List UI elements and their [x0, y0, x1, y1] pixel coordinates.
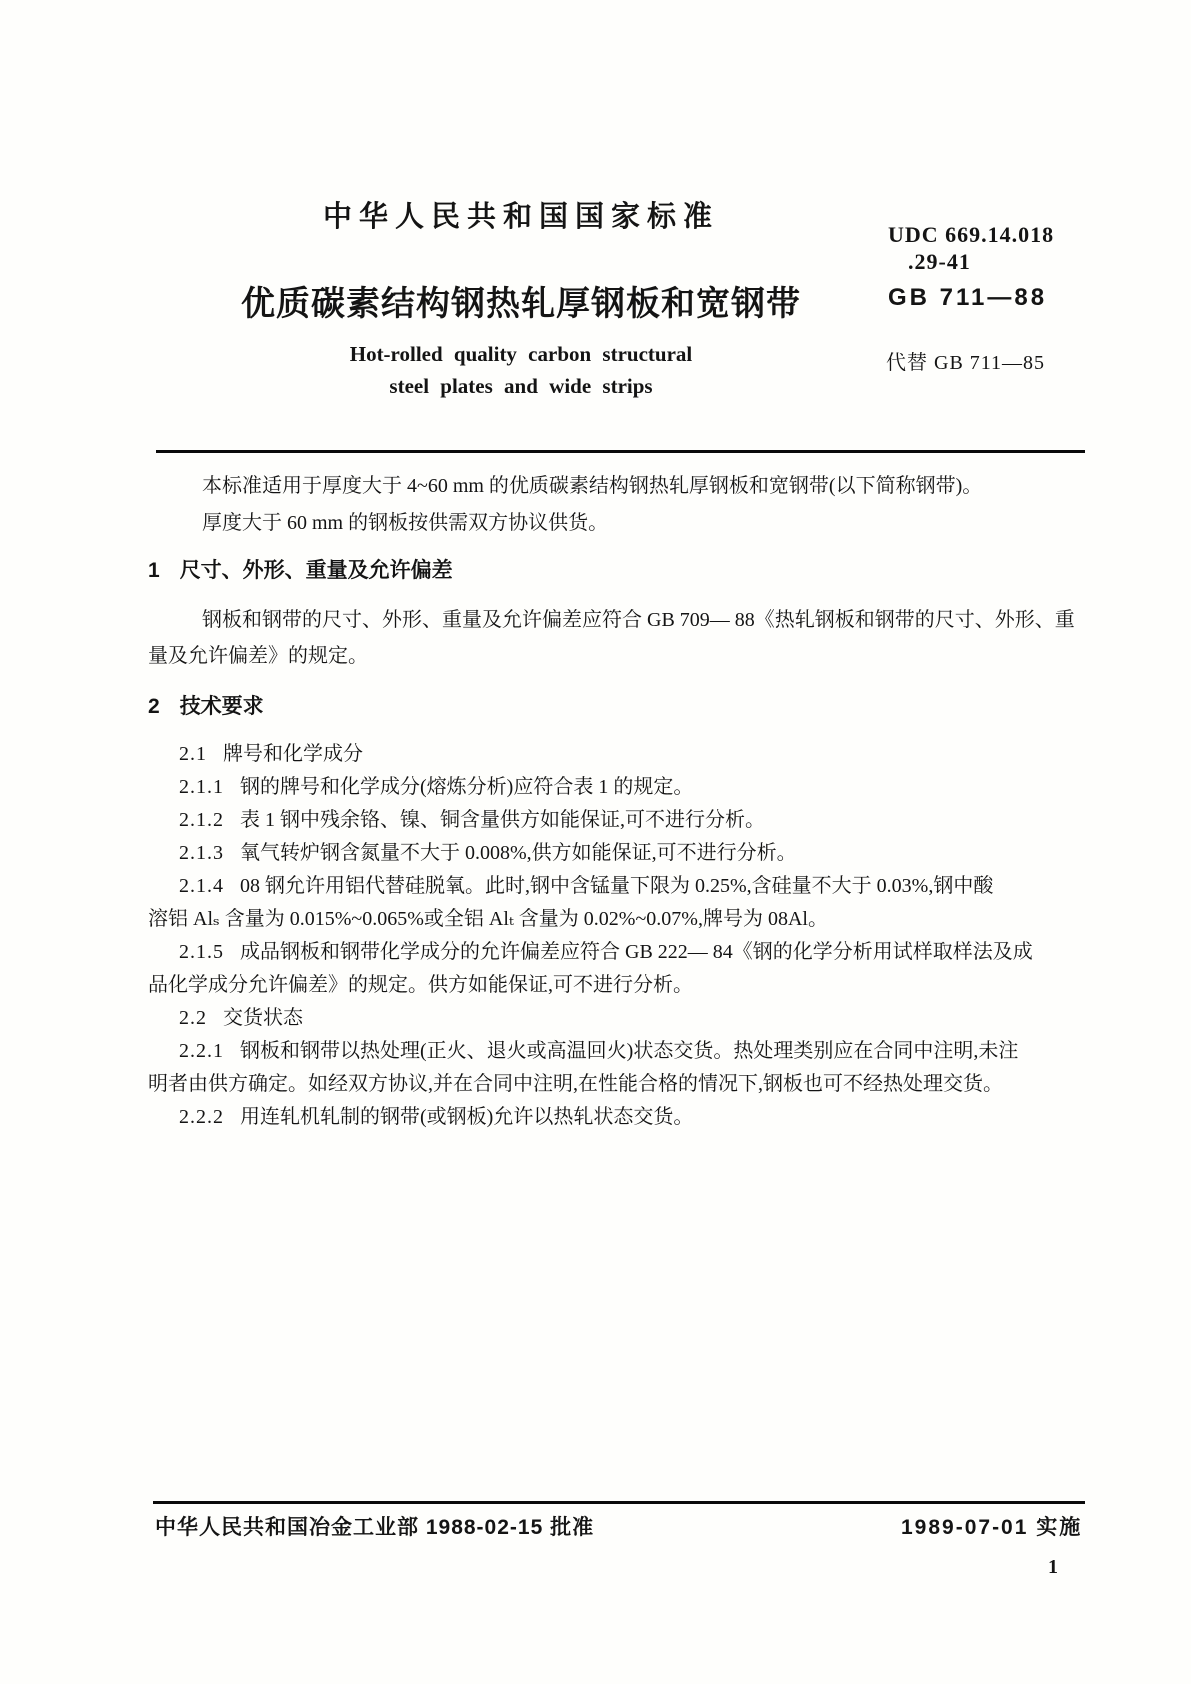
clause-2-1-3 [179, 841, 797, 866]
clause-2-1-2-text: 表 1 钢中残余铬、镍、铜含量供方如能保证,可不进行分析。 [240, 809, 765, 831]
document-title-en-line2: steel plates and wide strips [389, 374, 653, 398]
clause-2-1-1-number: 2.1.1 [179, 776, 224, 798]
clause-2-1-4 [179, 874, 993, 899]
clause-2-1-2 [179, 808, 765, 833]
clause-2-1-5-text: 成品钢板和钢带化学成分的允许偏差应符合 GB 222— 84《钢的化学分析用试样取样法及成 [240, 941, 1033, 963]
section-1-heading [148, 558, 453, 583]
clause-2-2-1 [179, 1039, 1018, 1064]
page-number: 1 [1048, 1556, 1058, 1578]
document-title-en-line1: Hot-rolled quality carbon structural [349, 342, 693, 366]
clause-2-2-2-number: 2.2.2 [179, 1106, 224, 1128]
section-2-title: 技术要求 [179, 695, 264, 718]
replaces-note: 代替 GB 711—85 [886, 352, 1046, 374]
section-1-body-line-1: 钢板和钢带的尺寸、外形、重量及允许偏差应符合 GB 709— 88《热轧钢板和钢带的尺寸、外形、重 [202, 609, 1075, 631]
clause-2-1-4-number: 2.1.4 [179, 875, 224, 897]
clause-2-2-1-number: 2.2.1 [179, 1040, 224, 1062]
section-1-title: 尺寸、外形、重量及允许偏差 [179, 559, 453, 582]
clause-2-1-3-text: 氧气转炉钢含氮量不大于 0.008%,供方如能保证,可不进行分析。 [240, 842, 797, 864]
intro-line-1: 本标准适用于厚度大于 4~60 mm 的优质碳素结构钢热轧厚钢板和宽钢带(以下简称钢带)。 [202, 475, 983, 497]
intro-line-2: 厚度大于 60 mm 的钢板按供需双方协议供货。 [202, 512, 609, 534]
clause-2-1-5-continuation: 品化学成分允许偏差》的规定。供方如能保证,可不进行分析。 [148, 974, 693, 996]
approval-note: 中华人民共和国冶金工业部 1988-02-15 批准 [155, 1516, 595, 1539]
clause-2-2-1-text: 钢板和钢带以热处理(正火、退火或高温回火)状态交货。热处理类别应在合同中注明,未注 [240, 1040, 1019, 1062]
udc-number-line2: .29-41 [908, 249, 971, 274]
standard-code: GB 711—88 [888, 284, 1048, 311]
clause-2-1-number: 2.1 [179, 743, 207, 765]
document-body [148, 464, 1086, 1164]
clause-2-2-text: 交货状态 [223, 1007, 303, 1029]
clause-2-1-1 [179, 775, 693, 800]
national-standard-label: 中华人民共和国国家标准 [322, 201, 719, 233]
clause-2-1-4-text: 08 钢允许用铝代替硅脱氧。此时,钢中含锰量下限为 0.25%,含硅量不大于 0.03%,钢中酸 [240, 875, 994, 897]
document-title-zh: 优质碳素结构钢热轧厚钢板和宽钢带 [241, 285, 801, 323]
udc-number-line1: UDC 669.14.018 [888, 222, 1055, 247]
clause-2-2-1-continuation: 明者由供方确定。如经双方协议,并在合同中注明,在性能合格的情况下,钢板也可不经热处理交货。 [148, 1073, 1003, 1095]
implementation-note: 1989-07-01 实施 [901, 1516, 1083, 1539]
clause-2-1-text: 牌号和化学成分 [223, 743, 363, 765]
clause-2-1-1-text: 钢的牌号和化学成分(熔炼分析)应符合表 1 的规定。 [240, 776, 694, 798]
clause-2-1-4-continuation: 溶铝 Alₛ 含量为 0.015%~0.065%或全铝 Alₜ 含量为 0.02%~0.07%,牌号为 08Al。 [148, 908, 828, 930]
clause-2-2-2 [179, 1105, 693, 1130]
section-2-heading [148, 694, 264, 719]
clause-2-1-3-number: 2.1.3 [179, 842, 224, 864]
clause-2-1-2-number: 2.1.2 [179, 809, 224, 831]
header-rule [156, 450, 1085, 453]
clause-2-1 [179, 742, 363, 767]
clause-2-2-2-text: 用连轧机轧制的钢带(或钢板)允许以热轧状态交货。 [240, 1106, 694, 1128]
section-1-number: 1 [148, 559, 160, 582]
clause-2-1-5 [179, 940, 1033, 965]
footer-rule [153, 1501, 1085, 1504]
section-1-body-line-2: 量及允许偏差》的规定。 [148, 645, 368, 667]
clause-2-2-number: 2.2 [179, 1007, 207, 1029]
clause-2-1-5-number: 2.1.5 [179, 941, 224, 963]
clause-2-2 [179, 1006, 303, 1031]
section-2-number: 2 [148, 695, 160, 718]
